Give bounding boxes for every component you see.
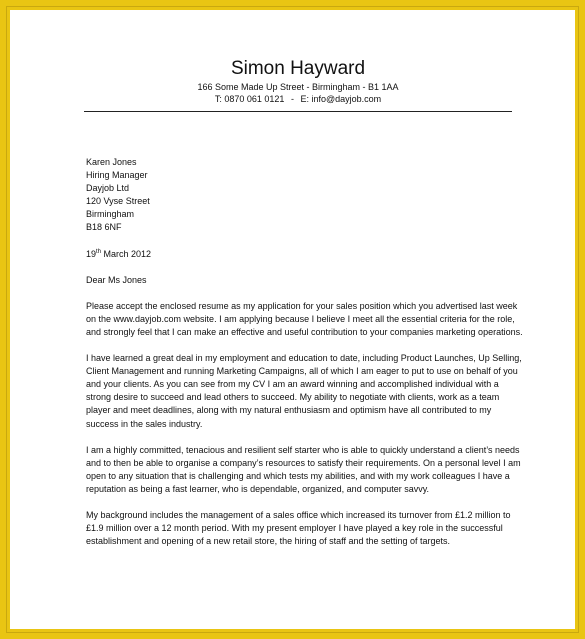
- date-suffix: th: [96, 248, 102, 255]
- recipient-line: Hiring Manager: [86, 170, 148, 181]
- letter-date: [86, 248, 526, 261]
- header-divider: [84, 111, 512, 112]
- sender-contact: [84, 93, 512, 105]
- sender-name: Simon Hayward: [230, 58, 366, 79]
- sender-email: E: info@dayjob.com: [300, 94, 382, 104]
- paragraph: I am a highly committed, tenacious and resilient self starter who is able to quickly understand a client’s needs and to then be able to organise a company’s resources to satisfy their requirements. On a personal level I am open to any situation that is challenging and which tests my abilities, and with my work colleagues I have a reputation as being a fast learner, who is dependable, organized, and computer savvy.: [86, 444, 521, 494]
- letter-body: [86, 156, 526, 548]
- date-rest: March 2012: [101, 248, 152, 259]
- document-page: [10, 10, 575, 629]
- greeting: Dear Ms Jones: [86, 274, 147, 285]
- sender-phone: T: 0870 061 0121: [214, 94, 285, 104]
- contact-separator: -: [290, 94, 294, 104]
- paragraph: My background includes the management of a sales office which increased its turnover from £1.2 million to £1.9 million over a 12 month period. With my present employer I have played a key role in the successful establishment and opening of a new retail store, the hiring of staff and the setting of targets.: [86, 509, 511, 547]
- paragraph: Please accept the enclosed resume as my application for your sales position which you advertised last week on the www.dayjob.com website. I am applying because I believe I meet all the essential criteria for the role, and strongly feel that I can make an effective and useful contribution to your companies marketing operations.: [86, 300, 523, 337]
- letter-header: [84, 57, 512, 105]
- sender-address: 166 Some Made Up Street - Birmingham - B1 1AA: [197, 82, 399, 92]
- recipient-line: 120 Vyse Street: [86, 196, 150, 207]
- date-day: 19: [86, 248, 97, 259]
- recipient-line: B18 6NF: [86, 222, 122, 233]
- recipient-line: Karen Jones: [86, 157, 137, 167]
- recipient-line: Birmingham: [86, 209, 135, 220]
- recipient-block: [86, 156, 526, 235]
- recipient-line: Dayjob Ltd: [86, 183, 130, 194]
- paragraph: I have learned a great deal in my employment and education to date, including Product Launches, Up Selling, Client Management and running Marketing Campaigns, all of which I am eager to put to use on behalf of you and your clients. As you can see from my CV I am an award winning and accomplished individual with a strong desire to succeed and lead others to succeed. My ability to negotiate with clients, work as a team player and meet deadlines, along with my natural enthusiasm and optimism have all contributed to my success in the sales industry.: [86, 353, 522, 429]
